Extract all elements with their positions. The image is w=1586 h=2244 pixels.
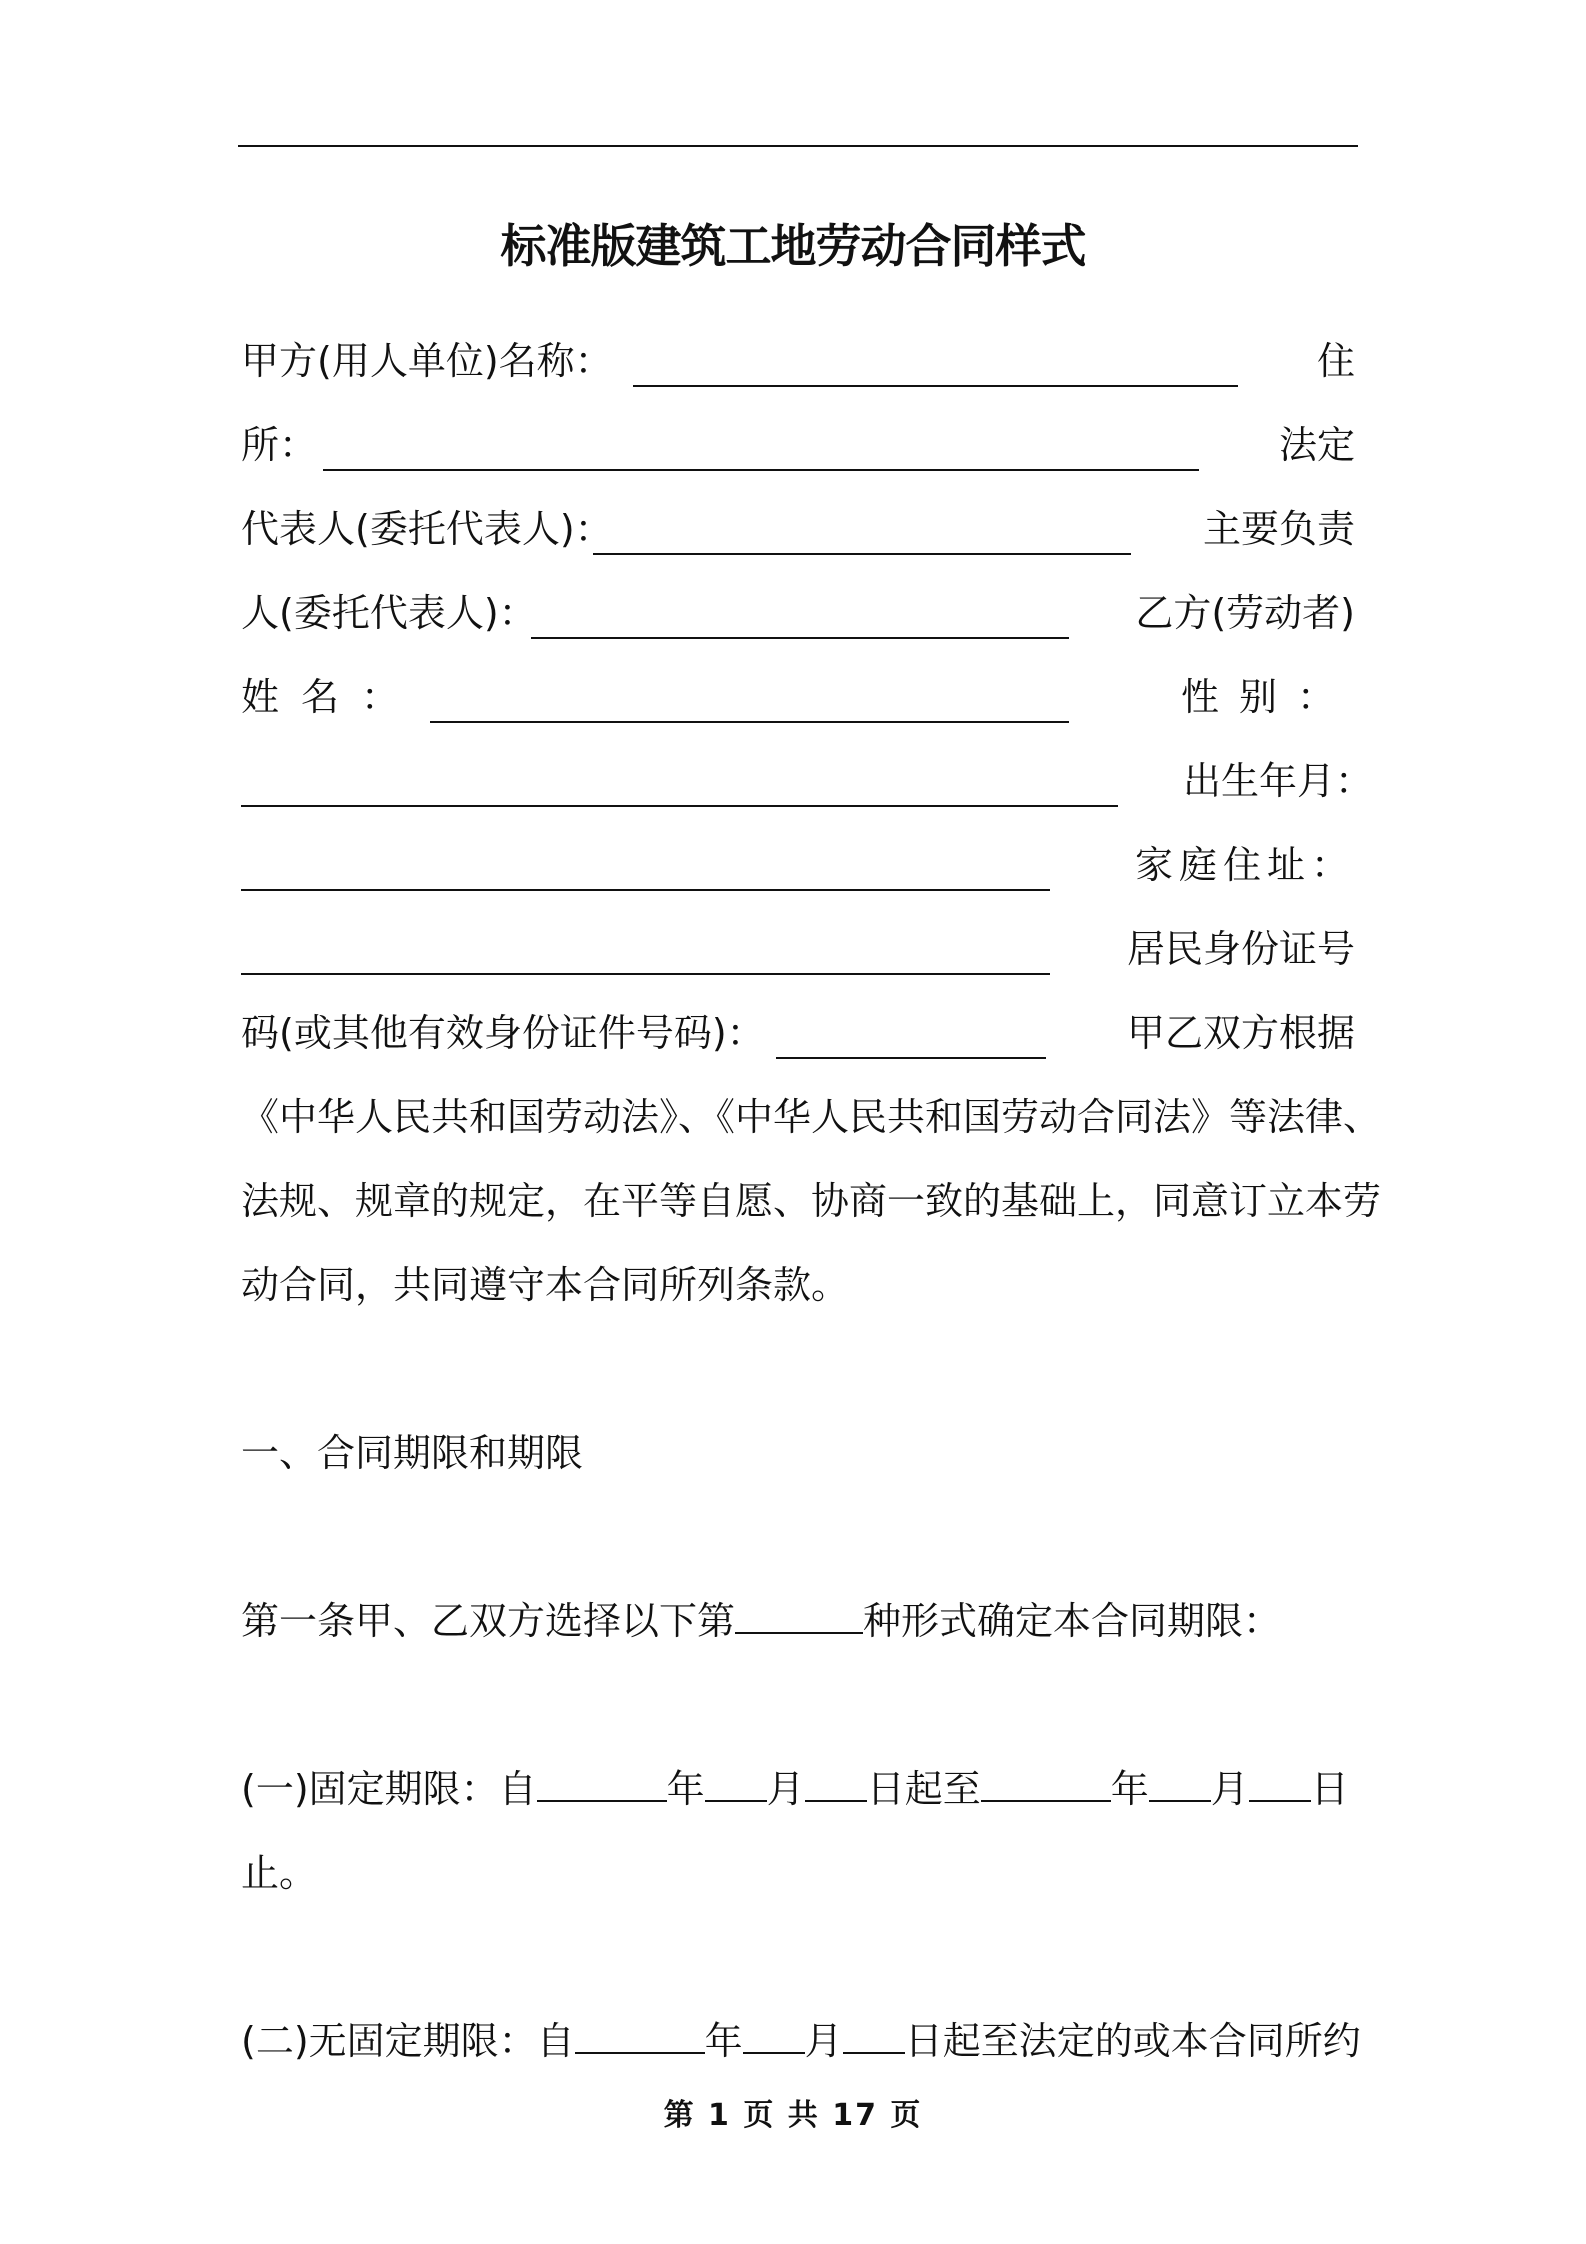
birth-line (241, 751, 1373, 811)
month-label-2: 月 (1210, 1767, 1249, 1811)
open-term-line (241, 2011, 1361, 2071)
home-address-blank[interactable] (241, 919, 1050, 975)
open-day-blank[interactable] (843, 2020, 905, 2054)
page-footer: 第 1 页 共 17 页 (663, 2098, 923, 2133)
fixed-term-label: (一)固定期限：自 (241, 1767, 537, 1811)
id-number-label-end: 码(或其他有效身份证件号码)： (241, 1011, 765, 1055)
address-label-end: 所： (241, 423, 318, 467)
name-blank[interactable] (430, 667, 1069, 723)
end-day-blank[interactable] (1249, 1768, 1311, 1802)
party-b-label: 乙方(劳动者) (1135, 591, 1355, 635)
principal-blank[interactable] (531, 583, 1069, 639)
birth-label: 出生年月： (1182, 759, 1373, 803)
party-a-name-label: 甲方(用人单位)名称： (241, 339, 613, 383)
principal-line (241, 583, 1355, 643)
month-label: 月 (766, 1767, 805, 1811)
start-month-blank[interactable] (705, 1768, 767, 1802)
home-address-line (241, 835, 1355, 895)
year-label-3: 年 (704, 2019, 743, 2063)
fixed-term-line (241, 1759, 1355, 1819)
address-blank[interactable] (323, 415, 1199, 471)
legal-rep-label-start: 法定 (1278, 423, 1355, 467)
name-line (241, 667, 1355, 727)
principal-label-start: 主要负责 (1202, 507, 1355, 551)
address-line (241, 415, 1355, 475)
birth-blank[interactable] (241, 835, 1050, 891)
day-from-label: 日起至 (866, 1767, 981, 1811)
article-1-line (241, 1591, 1355, 1651)
document-title: 标准版建筑工地劳动合同样式 (500, 219, 1086, 273)
id-number-blank[interactable] (776, 1003, 1046, 1059)
paragraph-line-1: 《中华人民共和国劳动法》、《中华人民共和国劳动合同法》等法律、 (241, 1095, 1382, 1139)
end-year-blank[interactable] (981, 1768, 1111, 1802)
open-month-blank[interactable] (743, 2020, 805, 2054)
end-month-blank[interactable] (1149, 1768, 1211, 1802)
principal-label: 人(委托代表人)： (241, 591, 537, 635)
name-label: 姓名： (241, 675, 422, 719)
open-term-label: (二)无固定期限：自 (241, 2019, 575, 2063)
header-rule (238, 145, 1358, 147)
article-1-text-b: 种形式确定本合同期限： (863, 1599, 1282, 1643)
party-a-name-line (241, 331, 1355, 391)
id-code-line (241, 1003, 1355, 1063)
fixed-term-end: 止。 (241, 1851, 318, 1895)
day-label: 日 (1310, 1767, 1349, 1811)
start-year-blank[interactable] (537, 1768, 667, 1802)
legal-rep-blank[interactable] (593, 499, 1131, 555)
gender-label: 性别： (1180, 675, 1355, 719)
id-number-line (241, 919, 1355, 979)
month-label-3: 月 (804, 2019, 843, 2063)
year-label: 年 (666, 1767, 705, 1811)
form-choice-blank[interactable] (735, 1600, 863, 1634)
agreement-start: 甲乙双方根据 (1126, 1011, 1355, 1055)
article-1-text-a: 第一条甲、乙双方选择以下第 (241, 1599, 736, 1643)
gender-blank[interactable] (241, 751, 1118, 807)
open-term-text: 日起至法定的或本合同所约 (904, 2019, 1361, 2063)
legal-rep-line (241, 499, 1355, 559)
open-year-blank[interactable] (575, 2020, 705, 2054)
legal-rep-label: 代表人(委托代表人)： (241, 507, 613, 551)
party-a-name-blank[interactable] (633, 331, 1238, 387)
year-label-2: 年 (1110, 1767, 1149, 1811)
address-label-start: 住 (1316, 339, 1355, 383)
paragraph-line-2: 法规、规章的规定，在平等自愿、协商一致的基础上，同意订立本劳 (241, 1179, 1382, 1223)
section-heading: 一、合同期限和期限 (241, 1431, 584, 1475)
start-day-blank[interactable] (805, 1768, 867, 1802)
id-number-label-start: 居民身份证号 (1126, 927, 1355, 971)
paragraph-line-3: 动合同，共同遵守本合同所列条款。 (241, 1263, 850, 1307)
home-address-label: 家庭住址： (1134, 843, 1355, 887)
